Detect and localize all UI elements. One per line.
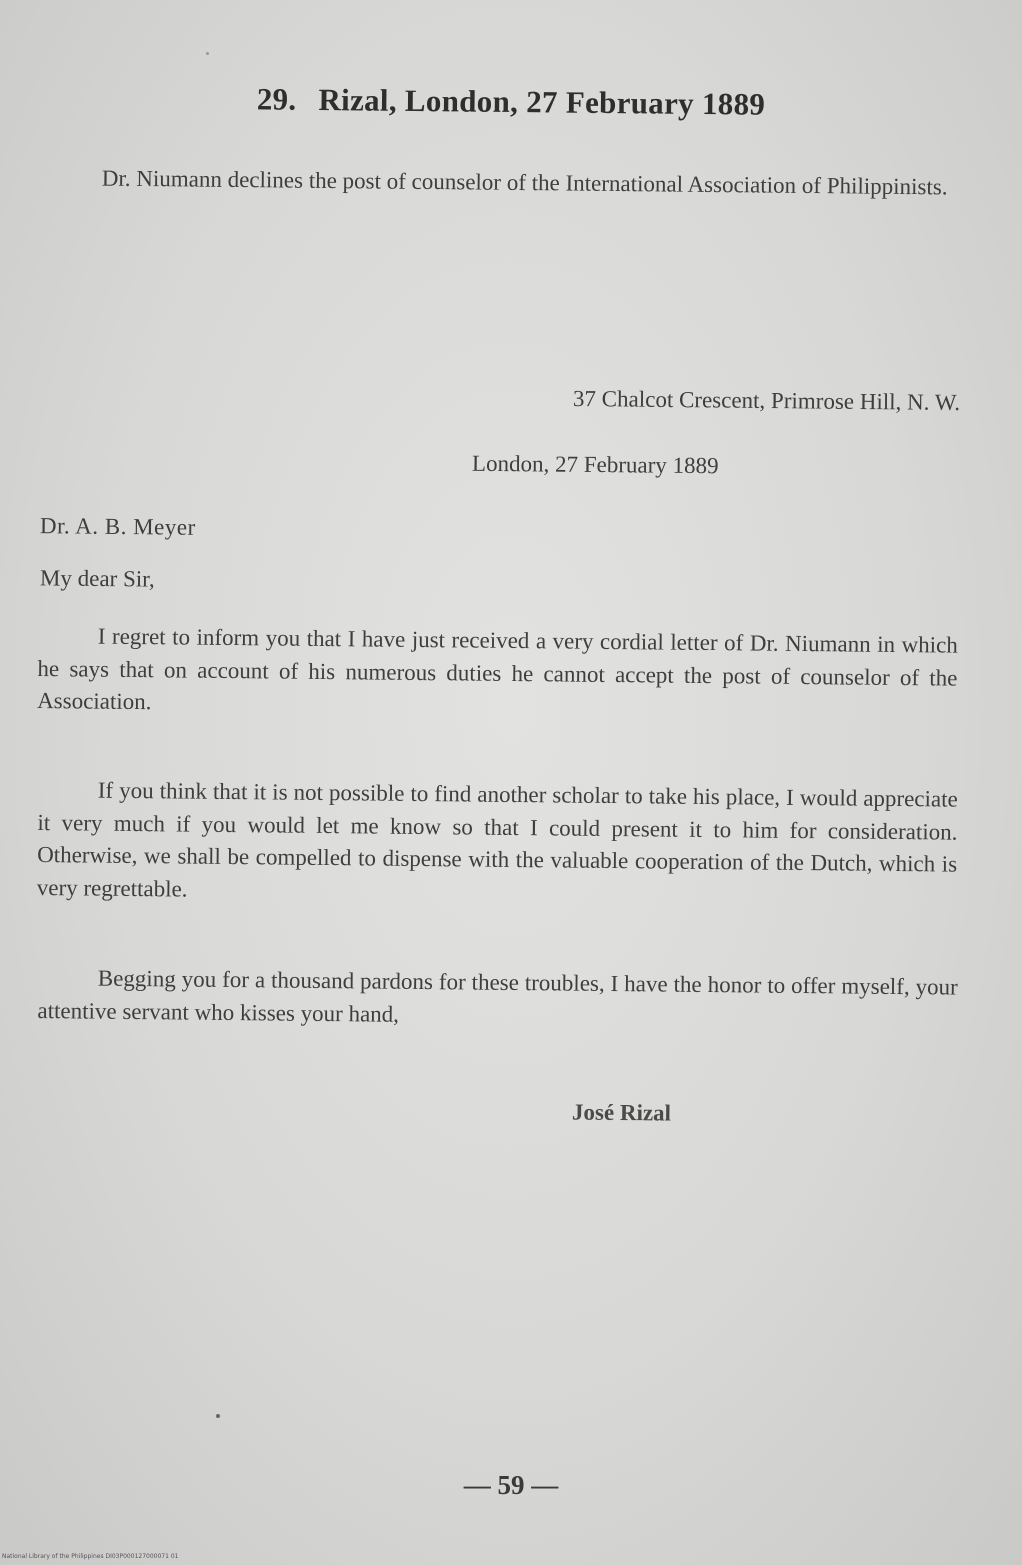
scan-speck bbox=[206, 52, 209, 55]
sender-address: 37 Chalcot Crescent, Primrose Hill, N. W. bbox=[572, 385, 961, 416]
recipient-name: Dr. A. B. Meyer bbox=[39, 513, 196, 540]
body-paragraph-3: Begging you for a thousand pardons for these troubles, I have the honor to offer myself, your attentive servant who kisses your hand, bbox=[37, 965, 958, 1027]
scan-speck bbox=[216, 1414, 220, 1418]
letter-heading bbox=[0, 79, 1022, 126]
body-paragraph-1: I regret to inform you that I have just received a very cordial letter of Dr. Niumann in which he says that on account of his numerous duties he cannot accept the post of counselor of the Association. bbox=[37, 623, 958, 715]
letter-title: Rizal, London, 27 February 1889 bbox=[318, 81, 766, 122]
body-paragraph-2: If you think that it is not possible to find another scholar to take his place, I would appreciate it very much if you would let me know so that I could present it to him for consideration. Otherwise, we shall be compelled to dispense with the valuable cooperation of the Dutch, which is very regrettable. bbox=[36, 777, 958, 902]
letter-number: 29. bbox=[256, 81, 297, 117]
letter-date: London, 27 February 1889 bbox=[471, 450, 719, 479]
signature: José Rizal bbox=[571, 1099, 672, 1126]
letter-summary: Dr. Niumann declines the post of counselor of the International Association of Philippinists. bbox=[101, 165, 948, 200]
scan-credit: National Library of the Philippines DI03P000127000071 01 bbox=[2, 1553, 179, 1560]
page-number: — 59 — bbox=[463, 1470, 559, 1500]
salutation: My dear Sir, bbox=[39, 565, 155, 592]
